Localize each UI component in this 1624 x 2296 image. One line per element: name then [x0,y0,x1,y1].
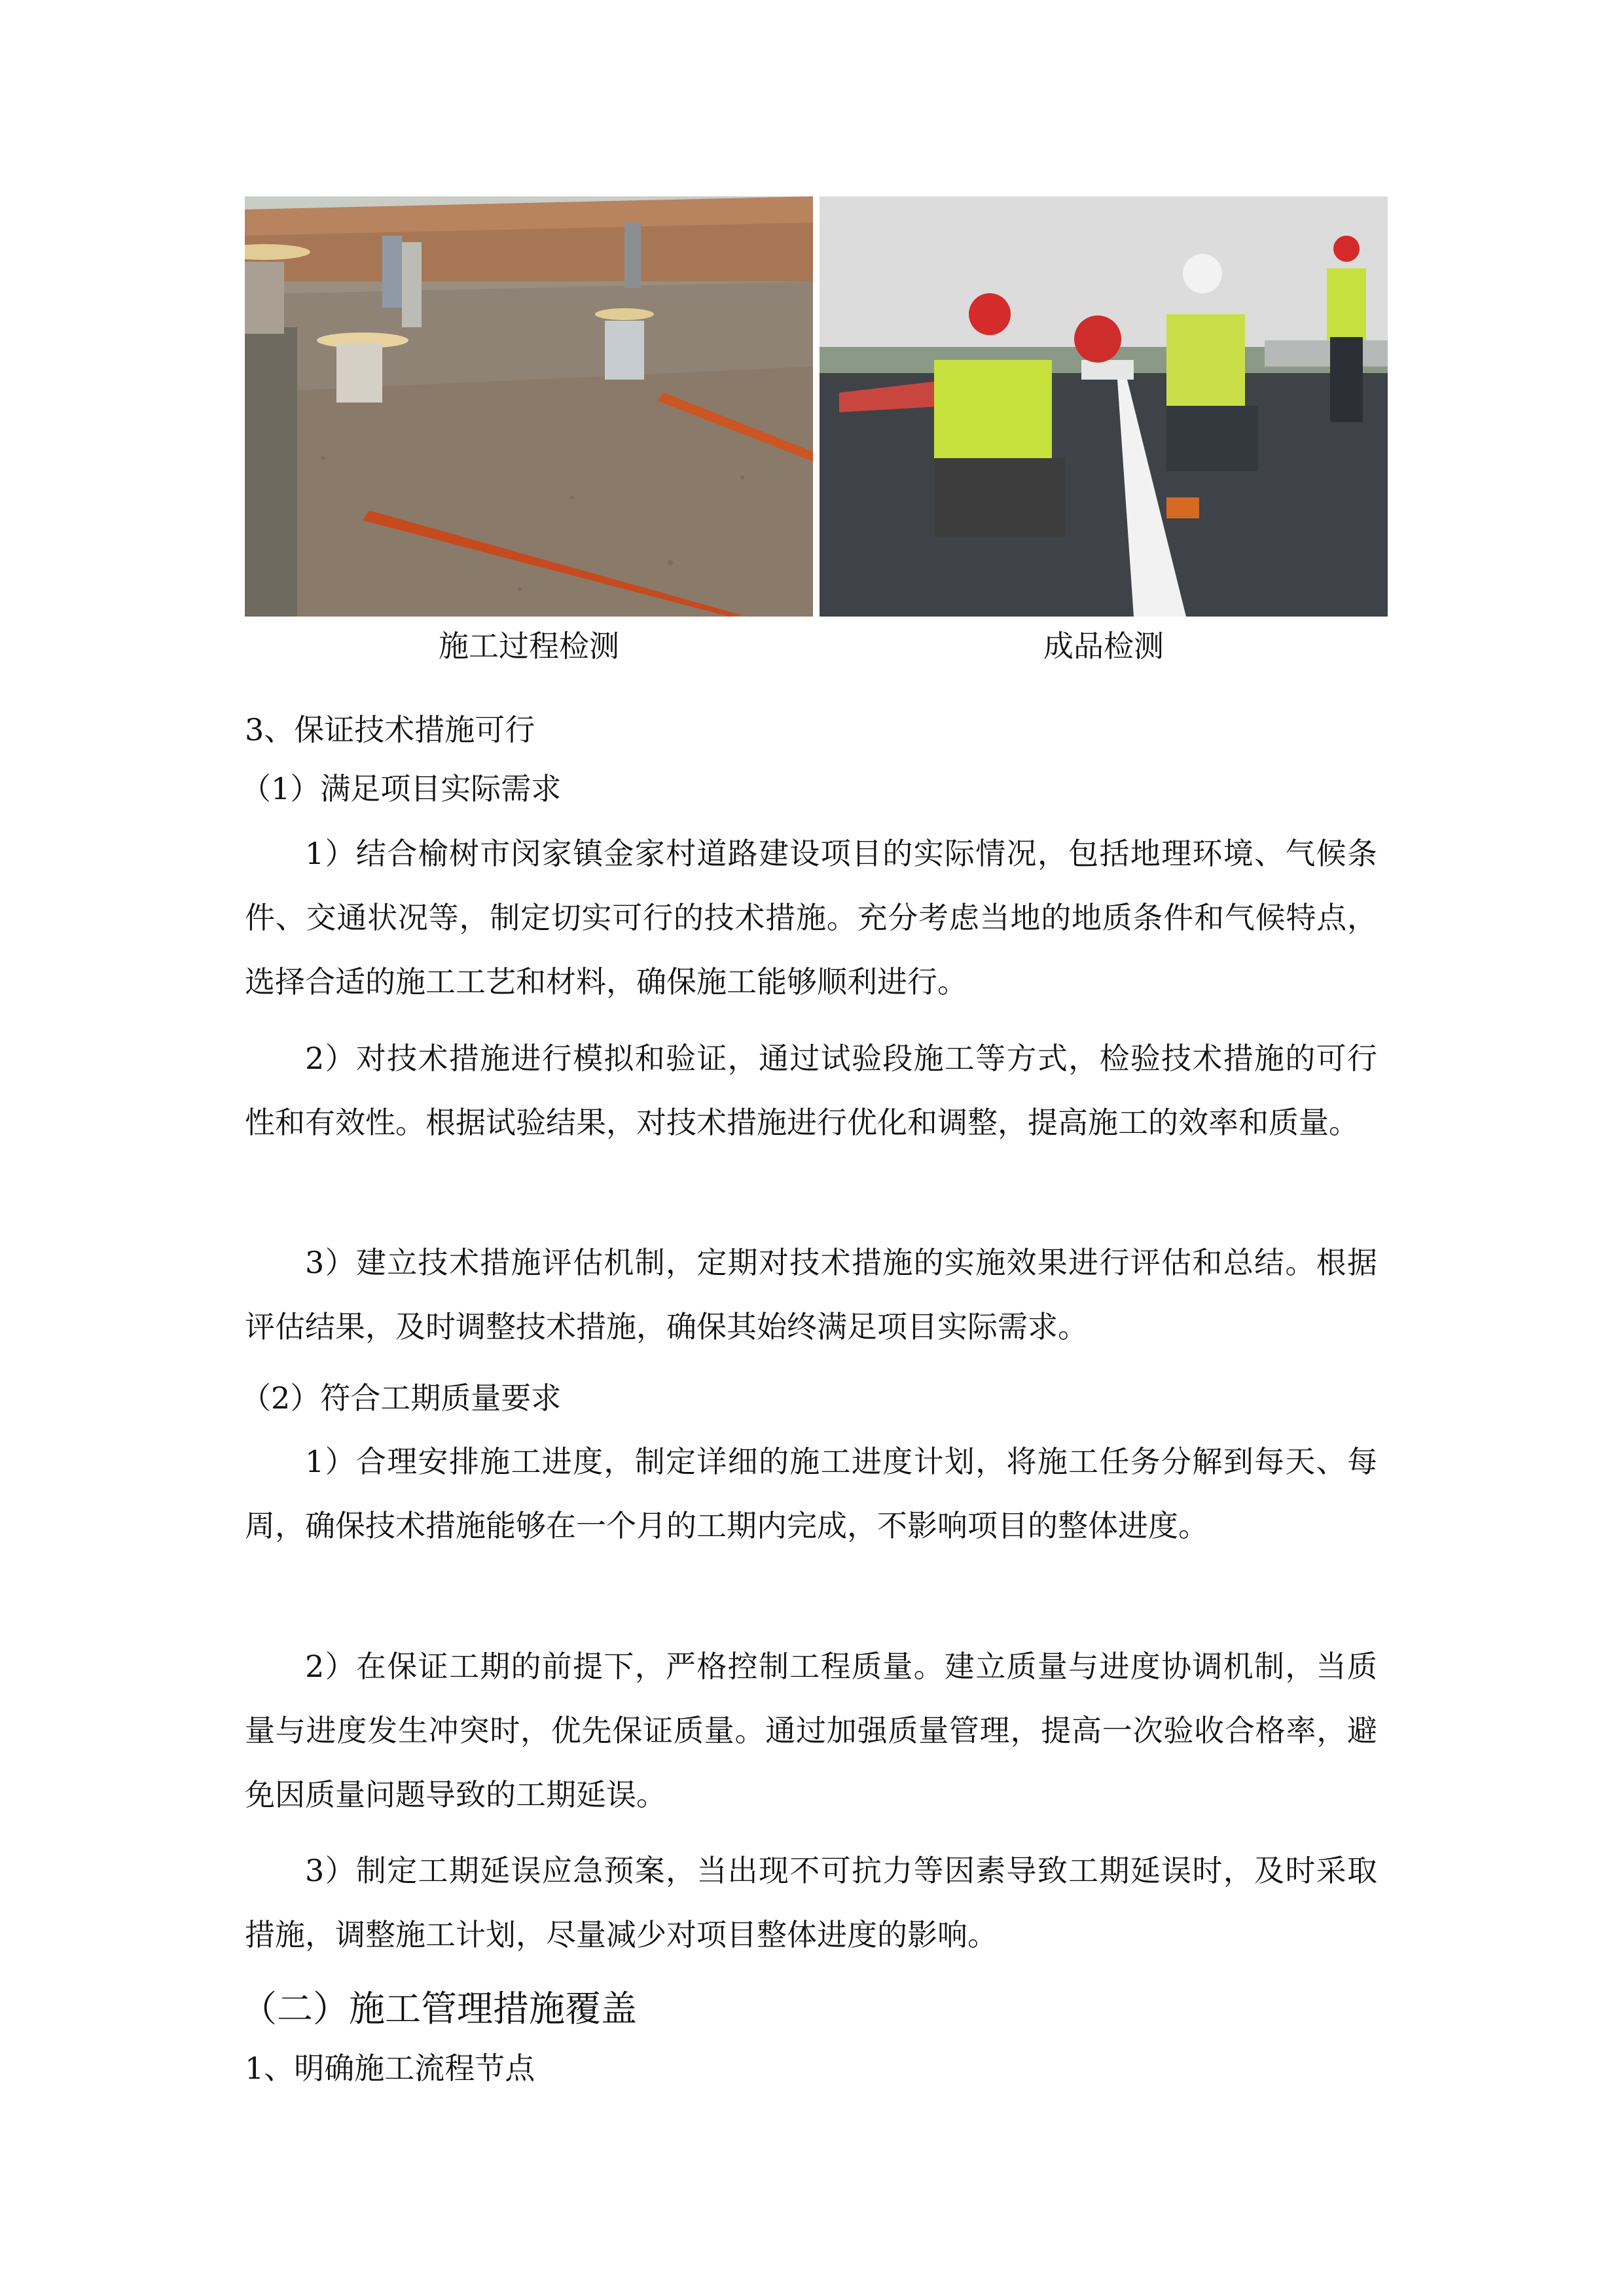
right-photo-caption: 成品检测 [1043,628,1164,664]
subsection-1-paragraph-3: 3）建立技术措施评估机制，定期对技术措施的实施效果进行评估和总结。根据评估结果，及时调整技术措施，确保其始终满足项目实际需求。 [245,1245,1377,1344]
section-two-item-1: 1、明确施工流程节点 [245,2051,535,2086]
construction-inspection-photo [245,196,813,617]
road-testing-illustration [820,196,1388,617]
finished-product-inspection-photo [820,196,1388,617]
construction-site-illustration [245,196,813,617]
subsection-2-heading: （2）符合工期质量要求 [241,1380,562,1416]
subsection-1-paragraph-2: 2）对技术措施进行模拟和验证，通过试验段施工等方式，检验技术措施的可行性和有效性。根据试验结果，对技术措施进行优化和调整，提高施工的效率和质量。 [245,1041,1377,1140]
section-two-heading: （二）施工管理措施覆盖 [241,1988,638,2030]
section-3-heading: 3、保证技术措施可行 [245,712,535,747]
subsection-2-paragraph-2: 2）在保证工期的前提下，严格控制工程质量。建立质量与进度协调机制，当质量与进度发生冲突时，优先保证质量。通过加强质量管理，提高一次验收合格率，避免因质量问题导致的工期延误。 [245,1649,1377,1812]
subsection-1-heading: （1）满足项目实际需求 [241,771,562,806]
left-photo-caption: 施工过程检测 [439,628,619,664]
subsection-2-paragraph-3: 3）制定工期延误应急预案，当出现不可抗力等因素导致工期延误时，及时采取措施，调整施工计划，尽量减少对项目整体进度的影响。 [245,1853,1377,1952]
subsection-1-paragraph-1: 1）结合榆树市闵家镇金家村道路建设项目的实际情况，包括地理环境、气候条件、交通状况等，制定切实可行的技术措施。充分考虑当地的地质条件和气候特点，选择合适的施工工艺和材料，确保施工能够顺利进行。 [245,836,1377,999]
subsection-2-paragraph-1: 1）合理安排施工进度，制定详细的施工进度计划，将施工任务分解到每天、每周，确保技术措施能够在一个月的工期内完成，不影响项目的整体进度。 [245,1444,1377,1543]
